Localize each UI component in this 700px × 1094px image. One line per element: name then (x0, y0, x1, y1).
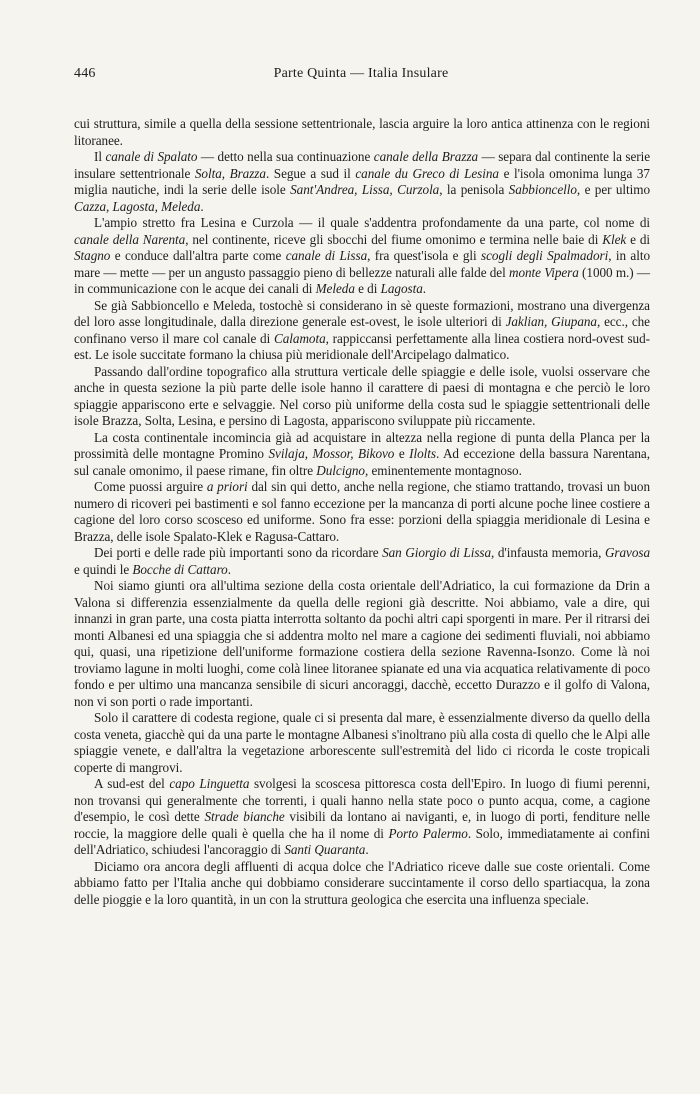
italic-run: canale della Narenta (74, 231, 186, 247)
italic-run: Stagno (74, 248, 111, 263)
body-text (74, 116, 650, 908)
italic-run: San Giorgio di Lissa (382, 545, 492, 560)
text-run: , rappiccansi perfettamente alla linea costiera nord-ovest sud-est. Le isole succitate formano la chiusa più meridionale dell'Arcipelago dalmatico. (74, 330, 650, 362)
text-run: e quindi le (74, 561, 133, 577)
paragraph (74, 430, 650, 480)
paragraph (74, 578, 650, 710)
page-header (74, 66, 648, 86)
text-run: Come puossi arguire (94, 479, 207, 494)
italic-run: Klek (602, 231, 627, 247)
text-run: , nel continente, riceve gli sbocchi del fiume omonimo e termina nelle baie di (185, 231, 603, 247)
text-run: , fra quest'isola e gli (367, 248, 482, 263)
paragraph (74, 364, 650, 430)
text-run: , eminentemente montagnoso. (364, 462, 522, 478)
paragraph (74, 479, 650, 545)
italic-run: canale di Lissa (285, 248, 368, 263)
text-run: A sud-est del (94, 776, 170, 791)
text-run: cui struttura, simile a quella della sessione settentrionale, lascia arguire la loro antica attinenza con le regioni litoranee. (74, 116, 650, 148)
paragraph (74, 116, 650, 149)
text-run: Passando dall'ordine topografico alla struttura verticale delle spiaggie e delle isole, vuolsi osservare che anche in questa sezione la più parte delle isole hanno il carattere di paesi di montagna e che perciò le loro spiaggie appariscono erte e selvaggie. Nel corso più uniforme della costa sud le spiaggie settentrionali delle isole Brazza, Solta, Lesina, e persino di Lagosta, appariscono sviluppate più riccamente. (74, 363, 650, 428)
italic-run: Meleda (315, 281, 355, 296)
italic-run: canale della Brazza (373, 149, 479, 164)
paragraph (74, 859, 650, 909)
text-run: dal sin qui detto, anche nella regione, che stiamo trattando, trovasi un buon numero di ricoveri pei bastimenti e sol fanno eccezione per la mancanza di porti alcune poche linee costiere a cagione del loro corso scosceso ed uniforme. Sono fra esse: porzioni della spiaggia meridionale di Lesina e Brazza, delle isole Spalato-Klek e Ragusa-Cattaro. (74, 479, 650, 544)
text-run: , e per ultimo (576, 182, 650, 197)
italic-run: Dulcigno (316, 462, 365, 478)
text-run: Diciamo ora ancora degli affluenti di acqua dolce che l'Adriatico riceve dalle sue coste orientali. Come abbiamo fatto per l'Italia anche qui dobbiamo considerare succintamente il corso dello spartiacqua, la zona delle pioggie e la loro quantità, in un con la struttura geologica che esercita una influenza speciale. (74, 858, 650, 907)
text-run: visibili da lontano ai naviganti, e, in luogo di porti, fenditure nelle roccie, la maggiore delle quali è quella che ha il nome di (74, 809, 650, 841)
italic-run: Bocche di Cattaro (132, 561, 228, 577)
italic-run: Jaklian, Giupana (505, 314, 597, 329)
paragraph (74, 710, 650, 776)
italic-run: Strade bianche (204, 809, 285, 824)
text-run: e (394, 446, 410, 461)
paragraph (74, 545, 650, 578)
text-run: Se già Sabbioncello e Meleda, tostochè si considerano in sè queste formazioni, mostrano una divergenza del loro asse longitudinale, dalla direzione generale est-ovest, le isole ulteriori di (74, 297, 650, 329)
text-run: e conduce dall'altra parte come (110, 248, 286, 263)
text-run: Dei porti e delle rade più importanti sono da ricordare (94, 545, 383, 560)
italic-run: monte Vipera (508, 264, 579, 280)
text-run: . Solo, immediatamente ai confini dell'Adriatico, schiudesi l'ancoraggio di (74, 825, 650, 857)
text-run: e l'isola omonima lunga 37 miglia nautiche, indi la serie delle isole (74, 165, 650, 197)
text-run: , la penisola (439, 182, 509, 197)
text-run: — separa dal continente la serie insulare settentrionale (74, 149, 651, 181)
text-run: La costa continentale incomincia già ad acquistare in altezza nella regione di punta della Planca per la prossimità delle montagne Promino (74, 429, 650, 461)
text-run: — detto nella sua continuazione (197, 149, 374, 164)
paragraph (74, 298, 650, 364)
text-run: svolgesi la scoscesa pittoresca costa dell'Epiro. In luogo di fiumi perenni, non trovansi qui generalmente che torrenti, i quali hanno nella state poco o punto acqua, come, a cagione d'esempio, le così dette (74, 776, 650, 824)
text-run: . (422, 281, 426, 296)
italic-run: scogli degli Spalmadori (481, 248, 609, 263)
italic-run: Sabbioncello (508, 182, 577, 197)
italic-run: Sant'Andrea, Lissa, Curzola (290, 182, 440, 197)
italic-run: Santi Quaranta (284, 842, 366, 857)
text-run: Noi siamo giunti ora all'ultima sezione della costa orientale dell'Adriatico, la cui formazione da Drin a Valona si differenzia essenzialmente da quella delle regioni già descritte. Noi abbiamo, vale a dire, qui innanzi in gran parte, una costa piatta interrotta soltanto da pochi altri capi sporgenti in mare. Per il ritrarsi dei monti Albanesi ed una spiaggia che si addentra molto nel mare a cagione dei sedimenti fluviali, noi abbiamo qui, quasi, una ripetizione dell'uniforme formazione costiera della sezione Ravenna-Isonzo. Come là noi troviamo lagune in molti luoghi, come colà linee litoranee spianate ed una via acquatica relativamente di poco fondo e per ultimo una mancanza sensibile di sicuri ancoraggi, dacchè, eccetto Durazzo e il golfo di Valona, non vi son porti o rade importanti. (74, 578, 650, 709)
paragraph (74, 776, 650, 859)
italic-run: Calamota (274, 330, 326, 346)
italic-run: canale du Greco di Lesina (355, 165, 499, 181)
italic-run: Svilaja, Mossor, Bikovo (268, 446, 395, 461)
text-run: Il (94, 149, 106, 164)
text-run: , in alto mare — mette — per un angusto passaggio pieno di bellezze naturali alle falde del (74, 248, 650, 280)
text-run: , ecc., che confinano verso il mare col canale di (74, 314, 650, 346)
italic-run: canale di Spalato (105, 149, 198, 164)
text-run: . (200, 198, 204, 214)
italic-run: Lagosta (380, 281, 423, 296)
text-run: , d'infausta memoria, (491, 545, 605, 560)
italic-run: Ilolts (409, 446, 436, 461)
text-run: e di (626, 231, 650, 247)
italic-run: capo Linguetta (169, 776, 250, 791)
page-number: 446 (74, 66, 96, 81)
paragraph (74, 149, 650, 215)
running-title: Parte Quinta — Italia Insulare (273, 66, 449, 81)
italic-run: a priori (206, 479, 248, 494)
text-run: L'ampio stretto fra Lesina e Curzola — il quale s'addentra profondamente da una parte, col nome di (94, 215, 650, 230)
text-run: Solo il carattere di codesta regione, quale ci si presenta dal mare, è essenzialmente diverso da quello della costa veneta, giacchè qui da una parte le montagne Albanesi s'inoltrano più alla costa di quello che le Alpi alle spiaggie venete, e dall'altra la vegetazione arborescente sull'estremità del lido ci ricorda le coste tropicali coperte di mangrovi. (74, 710, 650, 775)
text-run: . Ad eccezione della bassura Narentana, sul canale omonimo, il paese rimane, fin oltre (74, 446, 650, 478)
text-run: . Segue a sud il (265, 165, 356, 181)
text-run: e di (354, 281, 381, 296)
paragraph (74, 215, 650, 298)
text-run: . (227, 561, 231, 577)
italic-run: Gravosa (604, 545, 651, 560)
italic-run: Solta, Brazza (194, 165, 266, 181)
text-run: (1000 m.) — in communicazione con le acque dei canali di (74, 264, 651, 296)
italic-run: Cazza, Lagosta, Meleda (74, 198, 201, 214)
italic-run: Porto Palermo (388, 825, 468, 841)
text-run: . (365, 842, 369, 857)
